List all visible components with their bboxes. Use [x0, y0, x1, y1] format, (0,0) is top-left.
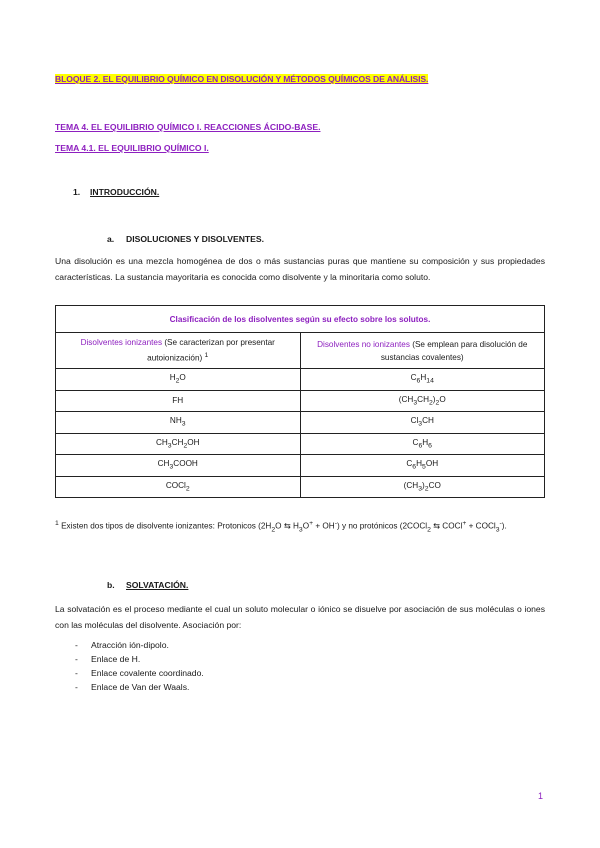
header-ionizing-desc: (Se caracterizan por presentar autoionización): [147, 338, 275, 363]
solvent-classification-table: [55, 305, 545, 498]
non-ionizing-solvent-cell: $(CH_3CH_2)_2O$: [300, 390, 545, 412]
header-non-ionizing-name: Disolventes no ionizantes: [317, 339, 410, 349]
table-row: [56, 433, 545, 455]
table-row: [56, 369, 545, 391]
section-heading-introduction: [73, 187, 159, 197]
list-item-text: Atracción ión-dipolo.: [91, 640, 169, 650]
list-item-text: Enlace de Van der Waals.: [91, 682, 190, 692]
table-row: [56, 455, 545, 477]
paragraph-disolucion: Una disolución es una mezcla homogénea de dos o más sustancias puras que mantiene su composición y sus propiedades características. La sustancia mayoritaria es conocida como disolvente y la minoritaria como soluto.: [55, 256, 545, 282]
header-non-ionizing-desc: (Se emplean para disolución de sustancias covalentes): [380, 339, 528, 362]
table-row: [56, 412, 545, 434]
subsection-heading-disoluciones: [107, 234, 264, 244]
table-row: [56, 476, 545, 498]
non-ionizing-solvent-cell: $Cl_3CH$: [300, 412, 545, 434]
header-ionizing-name: Disolventes ionizantes: [80, 338, 163, 348]
list-dash: -: [75, 640, 78, 650]
page-number: 1: [538, 791, 544, 801]
header-non-ionizing: [300, 333, 545, 369]
table-caption: Clasificación de los disolventes según su efecto sobre los solutos.: [56, 306, 545, 333]
non-ionizing-solvent-cell: $C_6H_5OH$: [300, 455, 545, 477]
ionizing-solvent-cell: COCl$_2$: [56, 476, 301, 498]
ionizing-solvent-cell: $CH_3COOH$: [56, 455, 301, 477]
list-item: [55, 666, 204, 680]
list-dash: -: [75, 682, 78, 692]
ionizing-solvent-cell: FH: [56, 390, 301, 412]
non-ionizing-solvent-cell: $C_6H_{14}$: [300, 369, 545, 391]
subsection-title: DISOLUCIONES Y DISOLVENTES.: [126, 234, 265, 244]
section-title: INTRODUCCIÓN.: [90, 187, 160, 197]
section-number: 1.: [73, 187, 81, 197]
list-item: [55, 638, 204, 652]
list-item: [55, 652, 204, 666]
header-footnote-ref: 1: [204, 352, 209, 360]
subsection-heading-solvatacion: [107, 580, 188, 590]
ionizing-solvent-cell: $H_2O$: [56, 369, 301, 391]
header-ionizing: [56, 333, 301, 369]
subsection-letter: b.: [107, 580, 115, 590]
ionizing-solvent-cell: $NH_3$: [56, 412, 301, 434]
non-ionizing-solvent-cell: $C_6H_6$: [300, 433, 545, 455]
list-dash: -: [75, 654, 78, 664]
block-title: BLOQUE 2. EL EQUILIBRIO QUÍMICO EN DISOLUCIÓN Y MÉTODOS QUÍMICOS DE ANÁLISIS.: [55, 74, 429, 84]
subsection-title: SOLVATACIÓN.: [126, 580, 189, 590]
list-dash: -: [75, 668, 78, 678]
subsection-letter: a.: [107, 234, 115, 244]
table-header-row: [56, 333, 545, 369]
list-item-text: Enlace de H.: [91, 654, 141, 664]
subtopic-title: TEMA 4.1. EL EQUILIBRIO QUÍMICO I.: [55, 143, 209, 153]
table-row: [56, 390, 545, 412]
list-item-text: Enlace covalente coordinado.: [91, 668, 204, 678]
paragraph-solvatacion: La solvatación es el proceso mediante el cual un soluto molecular o iónico se disuelve por asociación de sus moléculas o iones con las moléculas del disolvente. Asociación por:: [55, 604, 545, 630]
non-ionizing-solvent-cell: $(CH_3)_2CO$: [300, 476, 545, 498]
association-list: [55, 638, 204, 694]
table-footnote: $^1$ Existen dos tipos de disolvente ionizantes: Protonicos ($2H_2O$ ⇆ $H_3O^+ + OH^-$) y no protónicos (2COCl$_2$ ⇆ COCl+ + COCl$_3$-).: [55, 520, 507, 534]
topic-title: TEMA 4. EL EQUILIBRIO QUÍMICO I. REACCIONES ÁCIDO-BASE.: [55, 122, 321, 132]
list-item: [55, 680, 204, 694]
ionizing-solvent-cell: $CH_3CH_2OH$: [56, 433, 301, 455]
